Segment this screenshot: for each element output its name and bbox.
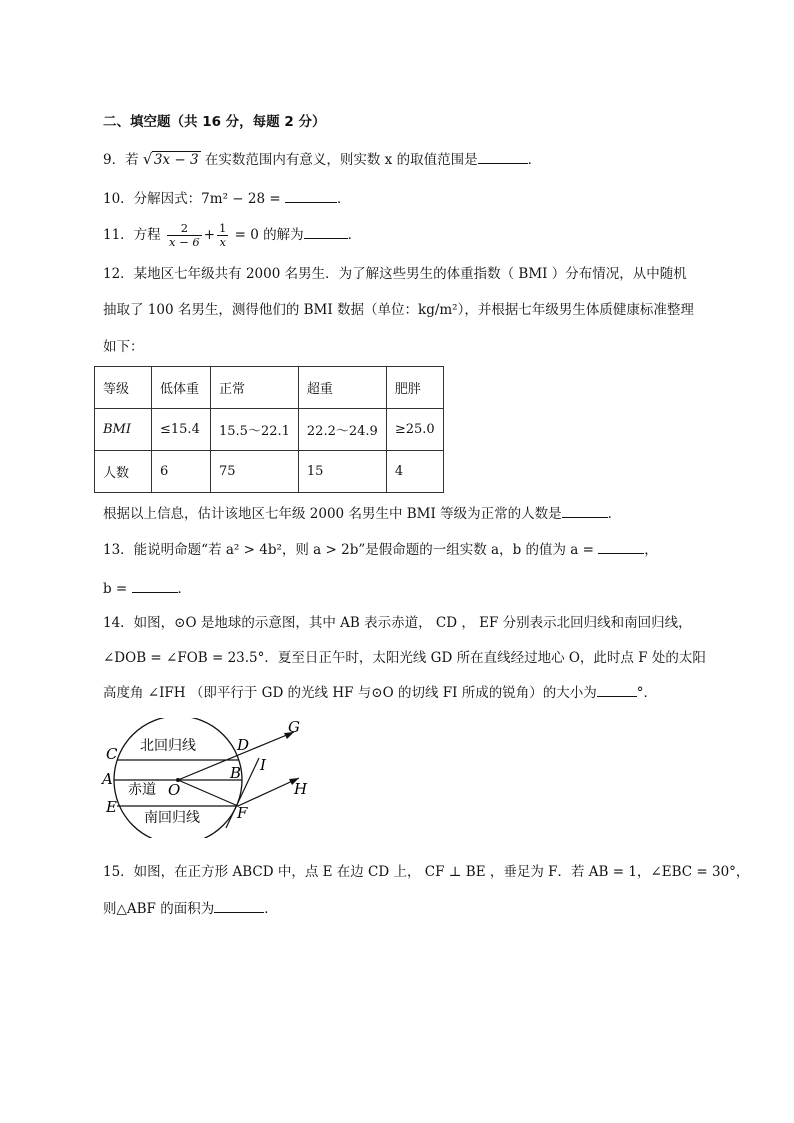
question-11 bbox=[103, 220, 361, 250]
q12-end: ． bbox=[607, 506, 622, 522]
q10-answer-blank[interactable] bbox=[285, 188, 337, 203]
q9-number: 9．若 bbox=[103, 152, 139, 168]
q10-text: 10．分解因式：7m² − 28 = bbox=[103, 191, 281, 207]
table-cell: 等级 bbox=[95, 367, 152, 409]
q12-line-3: 如下： bbox=[103, 339, 144, 355]
label-f: F bbox=[237, 804, 248, 822]
label-d: D bbox=[237, 736, 250, 754]
table-row bbox=[95, 367, 444, 409]
q11-fraction-2 bbox=[217, 222, 228, 249]
label-o: O bbox=[168, 781, 181, 799]
q9-end: ． bbox=[527, 152, 542, 168]
q13-line-1: 13．能说明命题“若 a² > 4b²，则 a > 2b”是假命题的一组实数 a，b 的值为 a = bbox=[103, 542, 594, 558]
q14-end: °． bbox=[636, 685, 657, 701]
table-cell: 15 bbox=[298, 451, 386, 493]
question-10 bbox=[103, 188, 350, 209]
table-cell: 低体重 bbox=[152, 367, 211, 409]
label-south-tropic: 南回归线 bbox=[144, 810, 200, 826]
question-9 bbox=[103, 149, 541, 170]
q13-line-2: b = bbox=[103, 581, 128, 597]
q15-line-2 bbox=[103, 898, 278, 919]
q9-radicand: 3x − 3 bbox=[153, 152, 199, 168]
q11-plus: + bbox=[203, 227, 216, 243]
q14-line-3 bbox=[103, 682, 657, 703]
q12-after bbox=[103, 503, 621, 524]
q13-answer-b-blank[interactable] bbox=[132, 578, 178, 593]
q13-answer-a-blank[interactable] bbox=[598, 539, 644, 554]
q13-end: ． bbox=[177, 581, 192, 597]
question-13-b bbox=[103, 578, 191, 599]
bmi-table bbox=[94, 366, 444, 493]
q11-answer-blank[interactable] bbox=[304, 224, 348, 239]
q11-prefix: 11．方程 bbox=[103, 227, 161, 243]
q14-answer-blank[interactable] bbox=[597, 682, 637, 697]
label-h: H bbox=[294, 780, 308, 798]
q15-line-1: 15．如图，在正方形 ABCD 中，点 E 在边 CD 上， CF ⊥ BE ，垂足为 F．若 AB = 1，∠EBC = 30°， bbox=[103, 864, 750, 880]
table-cell: 75 bbox=[211, 451, 299, 493]
q9-sqrt: √ 3x − 3 bbox=[142, 150, 199, 168]
q9-text: 在实数范围内有意义，则实数 x 的取值范围是 bbox=[204, 152, 478, 168]
q12-after-text: 根据以上信息，估计该地区七年级 2000 名男生中 BMI 等级为正常的人数是 bbox=[103, 506, 562, 522]
q13-comma: ， bbox=[644, 542, 658, 558]
q11-rest: = 0 的解为 bbox=[234, 227, 304, 243]
table-cell: ≤15.4 bbox=[152, 409, 211, 451]
table-cell: 肥胖 bbox=[386, 367, 443, 409]
label-b: B bbox=[230, 764, 242, 782]
table-cell: 人数 bbox=[95, 451, 152, 493]
table-cell: 4 bbox=[386, 451, 443, 493]
q15-end: ． bbox=[264, 901, 278, 917]
table-row bbox=[95, 409, 444, 451]
table-cell: 22.2～24.9 bbox=[298, 409, 386, 451]
table-cell: 正常 bbox=[211, 367, 299, 409]
q11-frac1-num: 2 bbox=[180, 221, 189, 235]
earth-diagram bbox=[98, 718, 328, 838]
q11-fraction-1 bbox=[167, 222, 202, 249]
label-north-tropic: 北回归线 bbox=[140, 738, 196, 754]
q12-line-2: 抽取了 100 名男生，测得他们的 BMI 数据（单位：kg/m²），并根据七年级男生体质健康标准整理 bbox=[103, 302, 694, 318]
segment-of bbox=[178, 780, 238, 806]
table-cell: 超重 bbox=[298, 367, 386, 409]
q11-frac2-num: 1 bbox=[219, 221, 227, 235]
q14-line-1: 14．如图，⊙O 是地球的示意图，其中 AB 表示赤道， CD ， EF 分别表示北回归线和南回归线， bbox=[103, 615, 692, 631]
section-title: 二、填空题（共 16 分，每题 2 分） bbox=[103, 114, 326, 130]
q12-answer-blank[interactable] bbox=[562, 503, 608, 518]
label-c: C bbox=[106, 745, 118, 763]
q12-line-1: 12．某地区七年级共有 2000 名男生．为了解这些男生的体重指数（ BMI ）分布情况，从中随机 bbox=[103, 266, 687, 282]
table-row bbox=[95, 451, 444, 493]
table-cell: 6 bbox=[152, 451, 211, 493]
label-a: A bbox=[102, 770, 113, 788]
label-equator: 赤道 bbox=[128, 782, 156, 798]
q11-frac2-den: x bbox=[219, 235, 226, 249]
q14-line-3-text: 高度角 ∠IFH （即平行于 GD 的光线 HF 与⊙O 的切线 FI 所成的锐角）的大小为 bbox=[103, 685, 597, 701]
label-g: G bbox=[288, 718, 300, 736]
q15-line-2-text: 则△ABF 的面积为 bbox=[103, 901, 215, 917]
label-i: I bbox=[260, 756, 266, 774]
q9-answer-blank[interactable] bbox=[478, 149, 528, 164]
table-cell: BMI bbox=[95, 409, 152, 451]
q10-end: ． bbox=[336, 191, 351, 207]
label-e: E bbox=[106, 798, 117, 816]
q11-end: ． bbox=[347, 227, 362, 243]
question-13 bbox=[103, 539, 658, 560]
q14-line-2: ∠DOB = ∠FOB = 23.5°．夏至日正午时，太阳光线 GD 所在直线经过地心 O，此时点 F 处的太阳 bbox=[103, 650, 706, 666]
table-cell: 15.5～22.1 bbox=[211, 409, 299, 451]
table-cell: ≥25.0 bbox=[386, 409, 443, 451]
q15-answer-blank[interactable] bbox=[214, 898, 264, 913]
q11-frac1-den: x − 6 bbox=[168, 235, 200, 249]
